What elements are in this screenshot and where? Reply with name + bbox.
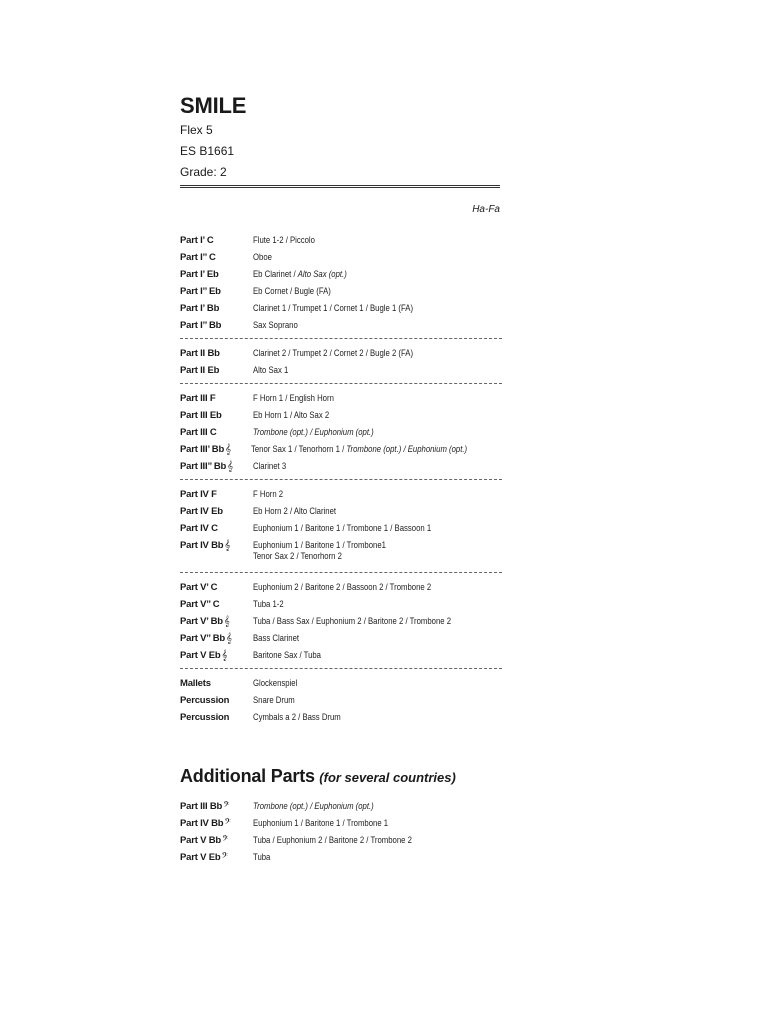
instrument-list xyxy=(253,832,467,849)
bass-clef-icon: 𝄢 xyxy=(221,852,228,863)
instrument-list xyxy=(253,709,467,726)
part-name: Part IV Bb xyxy=(180,818,224,829)
instrument-text: Flute 1-2 / Piccolo xyxy=(253,235,315,245)
instrument-text: Eb Cornet / Bugle (FA) xyxy=(253,286,331,296)
instrument-list xyxy=(251,441,467,458)
bass-clef-icon: 𝄢 xyxy=(223,801,230,812)
catalog-number: ES B1661 xyxy=(180,144,235,158)
instrument-list xyxy=(253,692,467,709)
instrument-text: Clarinet 1 / Trumpet 1 / Cornet 1 / Bugle 1 (FA) xyxy=(253,303,414,313)
instrument-list xyxy=(253,630,467,647)
part-name: Part III Bb xyxy=(180,801,223,812)
part-label xyxy=(180,249,253,266)
part-group xyxy=(180,390,502,475)
part-row xyxy=(180,647,502,664)
part-row xyxy=(180,362,502,379)
part-name: Part V’’ C xyxy=(180,599,220,610)
part-label xyxy=(180,849,253,866)
dashed-divider xyxy=(180,668,502,669)
instrument-text: F Horn 2 xyxy=(253,489,284,499)
instrument-text: Tenor Sax 2 / Tenorhorn 2 xyxy=(253,551,342,561)
part-name: Part V Bb xyxy=(180,835,221,846)
page-title: SMILE xyxy=(180,93,247,118)
score-meta xyxy=(180,120,502,183)
publisher-label: Ha-Fa xyxy=(472,204,500,215)
instrument-list xyxy=(253,596,467,613)
part-name: Mallets xyxy=(180,678,211,689)
part-label xyxy=(180,232,253,249)
part-name: Part V Eb xyxy=(180,650,221,661)
instrument-text: Euphonium 1 / Baritone 1 / Trombone1 xyxy=(253,540,386,550)
part-label xyxy=(180,300,253,317)
part-group xyxy=(180,232,502,334)
dashed-divider xyxy=(180,572,502,573)
part-label xyxy=(180,613,253,630)
instrument-list xyxy=(253,266,467,283)
part-row xyxy=(180,458,502,475)
part-label xyxy=(180,798,253,815)
part-row xyxy=(180,407,502,424)
dashed-divider xyxy=(180,383,502,384)
instrument-list xyxy=(253,317,467,334)
instrument-list xyxy=(253,407,467,424)
part-row xyxy=(180,345,502,362)
part-name: Part III C xyxy=(180,427,217,438)
part-name: Part I’’ C xyxy=(180,252,216,263)
part-row xyxy=(180,232,502,249)
instrument-text: Tuba / Euphonium 2 / Baritone 2 / Trombone 2 xyxy=(253,835,412,845)
treble-clef-icon: 𝄞 xyxy=(225,633,232,644)
instrument-text: Oboe xyxy=(253,252,272,262)
additional-parts-title: Additional Parts xyxy=(180,766,315,786)
part-name: Part IV Eb xyxy=(180,506,223,517)
part-label xyxy=(180,362,253,379)
part-name: Part II Eb xyxy=(180,365,220,376)
instrument-list xyxy=(253,675,467,692)
part-name: Part V’ Bb xyxy=(180,616,223,627)
part-name: Part I’ Eb xyxy=(180,269,219,280)
part-label xyxy=(180,675,253,692)
part-name: Part IV F xyxy=(180,489,217,500)
part-row xyxy=(180,692,502,709)
part-name: Part III Eb xyxy=(180,410,222,421)
part-name: Part I’ Bb xyxy=(180,303,220,314)
instrument-text: Bass Clarinet xyxy=(253,633,300,643)
part-name: Part IV Bb xyxy=(180,540,224,551)
series-label: Flex 5 xyxy=(180,123,213,137)
instrument-list xyxy=(253,362,467,379)
instrument-list xyxy=(253,503,467,520)
part-row xyxy=(180,832,502,849)
instrument-text: Sax Soprano xyxy=(253,320,298,330)
instrument-text: Eb Clarinet / xyxy=(253,269,298,279)
part-row xyxy=(180,537,502,568)
instrument-text: Tuba 1-2 xyxy=(253,599,284,609)
part-row xyxy=(180,503,502,520)
instrument-text: Tuba / Bass Sax / Euphonium 2 / Baritone 2 / Trombone 2 xyxy=(253,616,452,626)
instrument-text: Eb Horn 2 / Alto Clarinet xyxy=(253,506,337,516)
part-label xyxy=(180,424,253,441)
instrument-text: Clarinet 2 / Trumpet 2 / Cornet 2 / Bugle 2 (FA) xyxy=(253,348,414,358)
instrument-text: F Horn 1 / English Horn xyxy=(253,393,334,403)
instrument-text: Baritone Sax / Tuba xyxy=(253,650,321,660)
treble-clef-icon: 𝄞 xyxy=(221,650,228,661)
instrumentation-list xyxy=(180,232,502,726)
dashed-divider xyxy=(180,338,502,339)
part-label xyxy=(180,441,251,458)
instrument-text: Snare Drum xyxy=(253,695,295,705)
instrument-text: Euphonium 1 / Baritone 1 / Trombone 1 / Bassoon 1 xyxy=(253,523,432,533)
document-page xyxy=(180,92,502,866)
grade-label: Grade: 2 xyxy=(180,165,227,179)
part-label xyxy=(180,390,253,407)
instrument-text: Alto Sax 1 xyxy=(253,365,289,375)
additional-parts-list xyxy=(180,798,502,866)
part-row xyxy=(180,613,502,630)
bass-clef-icon: 𝄢 xyxy=(221,835,229,846)
part-row xyxy=(180,300,502,317)
part-row xyxy=(180,249,502,266)
part-label xyxy=(180,266,253,283)
instrument-list xyxy=(253,647,467,664)
instrument-list xyxy=(253,849,467,866)
treble-clef-icon: 𝄞 xyxy=(225,444,231,455)
part-label xyxy=(180,458,253,475)
part-label xyxy=(180,832,253,849)
part-name: Part V’’ Bb xyxy=(180,633,225,644)
part-group xyxy=(180,579,502,664)
instrument-text: Clarinet 3 xyxy=(253,461,287,471)
instrument-list xyxy=(253,300,467,317)
additional-parts-heading xyxy=(180,764,502,788)
part-label xyxy=(180,692,253,709)
part-row xyxy=(180,266,502,283)
part-label xyxy=(180,345,253,362)
part-name: Part I’’ Bb xyxy=(180,320,222,331)
part-row xyxy=(180,424,502,441)
instrument-list xyxy=(253,579,467,596)
optional-instrument-text: Trombone (opt.) / Euphonium (opt.) xyxy=(253,427,374,437)
part-name: Part II Bb xyxy=(180,348,220,359)
part-label xyxy=(180,486,253,503)
part-label xyxy=(180,630,253,647)
instrument-text: Glockenspiel xyxy=(253,678,298,688)
instrument-text: Eb Horn 1 / Alto Sax 2 xyxy=(253,410,330,420)
part-label xyxy=(180,815,253,832)
part-name: Percussion xyxy=(180,695,230,706)
instrument-list xyxy=(253,249,467,266)
part-row xyxy=(180,815,502,832)
treble-clef-icon: 𝄞 xyxy=(223,616,230,627)
part-row xyxy=(180,390,502,407)
part-label xyxy=(180,540,253,568)
instrument-list xyxy=(253,424,467,441)
instrument-list xyxy=(253,520,467,537)
instrument-list xyxy=(253,613,467,630)
part-name: Percussion xyxy=(180,712,230,723)
part-row xyxy=(180,709,502,726)
part-name: Part III’ Bb xyxy=(180,444,225,455)
part-row xyxy=(180,596,502,613)
part-name: Part III F xyxy=(180,393,216,404)
optional-instrument-text: Trombone (opt.) / Euphonium (opt.) xyxy=(346,444,467,454)
instrument-list xyxy=(253,345,467,362)
instrument-list xyxy=(253,815,467,832)
part-label xyxy=(180,520,253,537)
part-row xyxy=(180,283,502,300)
part-name: Part III’’ Bb xyxy=(180,461,227,472)
part-row xyxy=(180,630,502,647)
part-label xyxy=(180,647,253,664)
instrument-list xyxy=(253,540,467,568)
part-name: Part IV C xyxy=(180,523,218,534)
part-group xyxy=(180,486,502,568)
part-row xyxy=(180,520,502,537)
instrument-list xyxy=(253,232,467,249)
instrument-list xyxy=(253,798,467,815)
part-label xyxy=(180,407,253,424)
part-name: Part V Eb xyxy=(180,852,221,863)
instrument-list xyxy=(253,390,467,407)
dashed-divider xyxy=(180,479,502,480)
part-name: Part I’’ Eb xyxy=(180,286,221,297)
part-row xyxy=(180,579,502,596)
instrument-text: Cymbals a 2 / Bass Drum xyxy=(253,712,341,722)
part-row xyxy=(180,849,502,866)
double-rule xyxy=(180,185,500,188)
part-label xyxy=(180,503,253,520)
part-group xyxy=(180,345,502,379)
part-row xyxy=(180,675,502,692)
instrument-text: Euphonium 1 / Baritone 1 / Trombone 1 xyxy=(253,818,389,828)
part-name: Part V’ C xyxy=(180,582,218,593)
treble-clef-icon: 𝄞 xyxy=(224,540,231,551)
instrument-text: Euphonium 2 / Baritone 2 / Bassoon 2 / Trombone 2 xyxy=(253,582,432,592)
part-label xyxy=(180,579,253,596)
instrument-text: Tenor Sax 1 / Tenorhorn 1 / xyxy=(250,444,347,454)
instrument-list xyxy=(253,458,467,475)
optional-instrument-text: Trombone (opt.) / Euphonium (opt.) xyxy=(253,801,374,811)
part-row xyxy=(180,798,502,815)
instrument-list xyxy=(253,486,467,503)
instrument-list xyxy=(253,283,467,300)
part-group xyxy=(180,675,502,726)
part-row xyxy=(180,441,502,458)
part-label xyxy=(180,283,253,300)
additional-parts-subtitle: (for several countries) xyxy=(319,770,456,785)
bass-clef-icon: 𝄢 xyxy=(224,818,231,829)
part-label xyxy=(180,317,253,334)
instrument-text: Tuba xyxy=(253,852,271,862)
part-row xyxy=(180,317,502,334)
spacer xyxy=(180,218,502,232)
part-label xyxy=(180,596,253,613)
part-label xyxy=(180,709,253,726)
part-row xyxy=(180,486,502,503)
optional-instrument-text: Alto Sax (opt.) xyxy=(297,269,347,279)
treble-clef-icon: 𝄞 xyxy=(227,461,233,472)
part-name: Part I’ C xyxy=(180,235,214,246)
